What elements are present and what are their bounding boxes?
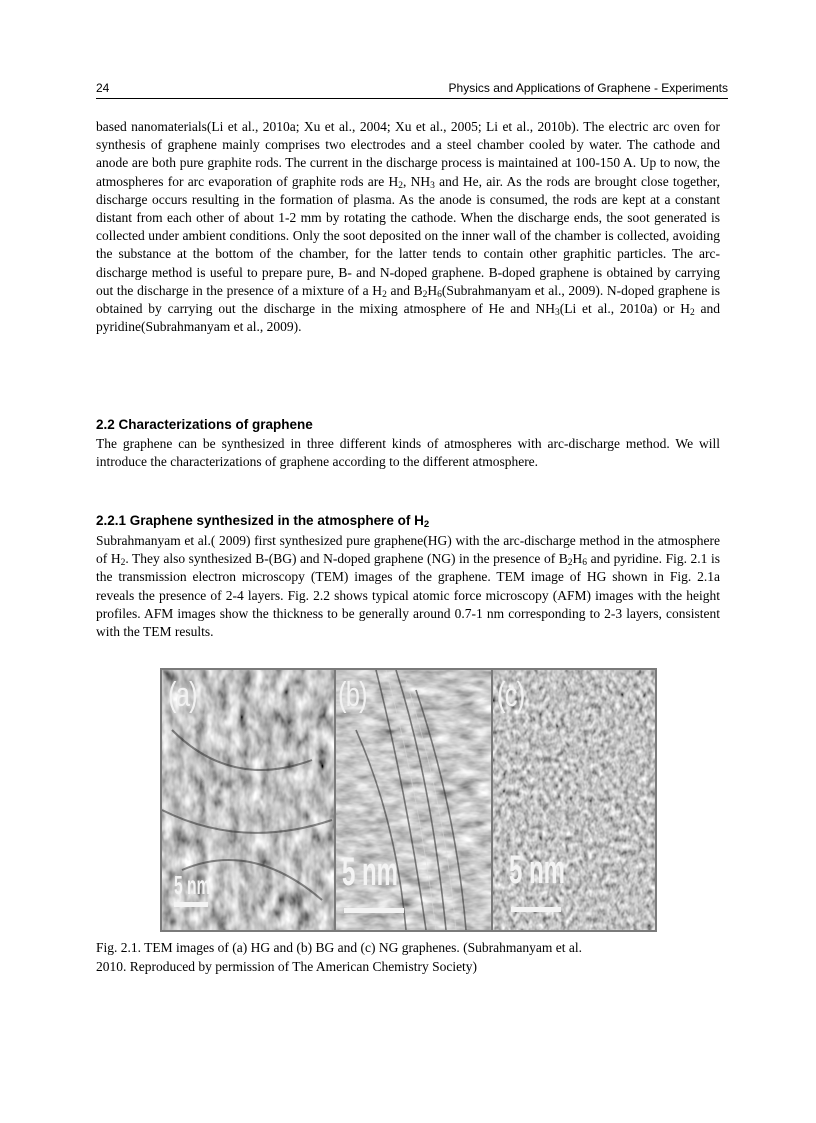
scale-label-b: 5 nm	[342, 850, 399, 894]
running-header	[96, 80, 728, 99]
panel-label-c: (c)	[497, 676, 525, 714]
page-number: 24	[96, 81, 110, 95]
section-heading-2-2-1: 2.2.1 Graphene synthesized in the atmosphere of $H_2$	[96, 513, 430, 530]
scale-bar-b	[344, 908, 404, 913]
section-heading-2-2: 2.2 Characterizations of graphene	[96, 417, 313, 432]
figure-caption	[96, 939, 716, 976]
scale-bar-a	[174, 902, 208, 907]
scale-label-c: 5 nm	[509, 848, 566, 892]
scale-label-a: 5 nm	[174, 870, 211, 900]
panel-label-b: (b)	[338, 676, 367, 714]
paragraph-arc-discharge: based nanomaterials(Li et al., 2010a; Xu et al., 2004; Xu et al., 2005; Li et al., 2010b). The electric arc oven for synthesis of graphene mainly comprises two electrodes and a steel chamber cooled by water. The cathode and anode are both pure graphite rods. The current in the discharge process is maintained at 100-150 A. Up to now, the atmospheres for arc evaporation of graphite rods are $H_2$, $NH_3$ and He, air. As the rods are brought close together, discharge occurs resulting in the formation of plasma. As the anode is consumed, the rods are kept at a constant distant from each other of about 1-2 mm by rotating the cathode. When the discharge ends, the soot generated is collected under ambient conditions. Only the soot deposited on the inner wall of the chamber is collected, avoiding the substance at the bottom of the chamber, for the latter tends to contain other graphitic particles. The arc-discharge method is useful to prepare pure, B- and N-doped graphene. B-doped graphene is obtained by carrying out the discharge in the presence of a mixture of a $H_2$ and $B_2H_6(Subrahmanyam$ et al., 2009). N-doped graphene is obtained by carrying out the discharge in the mixing atmosphere of He and $NH_3(Li$ et al., 2010a) or $H_2$ and pyridine(Subrahmanyam et al., 2009).	[96, 119, 720, 335]
paragraph-characterizations: The graphene can be synthesized in three different kinds of atmospheres with arc-discharge method. We will introduce the characterizations of graphene according to the different atmosphere.	[96, 436, 720, 470]
tem-panel-c	[493, 670, 655, 930]
tem-figure	[160, 668, 657, 932]
tem-panel-b	[336, 670, 491, 930]
scale-bar-c	[511, 907, 561, 912]
caption-line-1: Fig. 2.1. TEM images of (a) HG and (b) BG and (c) NG graphenes. (Subrahmanyam et al.	[96, 940, 582, 955]
caption-line-2: 2010. Reproduced by permission of The American Chemistry Society)	[96, 958, 478, 974]
panel-label-a: (a)	[168, 676, 197, 714]
tem-panel-a	[162, 670, 334, 930]
book-title: Physics and Applications of Graphene - Experiments	[448, 81, 728, 95]
paragraph-h2-synthesis: Subrahmanyam et al.( 2009) first synthesized pure graphene(HG) with the arc-discharge method in the atmosphere of $H_2$. They also synthesized B-(BG) and N-doped graphene (NG) in the presence of $B_2H_6$ and pyridine. Fig. 2.1 is the transmission electron microscopy (TEM) images of the graphene. TEM image of HG shown in Fig. 2.1a reveals the presence of 2-4 layers. Fig. 2.2 shows typical atomic force microscopy (AFM) images with the height profiles. AFM images show the thickness to be generally around 0.7-1 nm corresponding to 2-3 layers, consistent with the TEM results.	[96, 533, 720, 640]
